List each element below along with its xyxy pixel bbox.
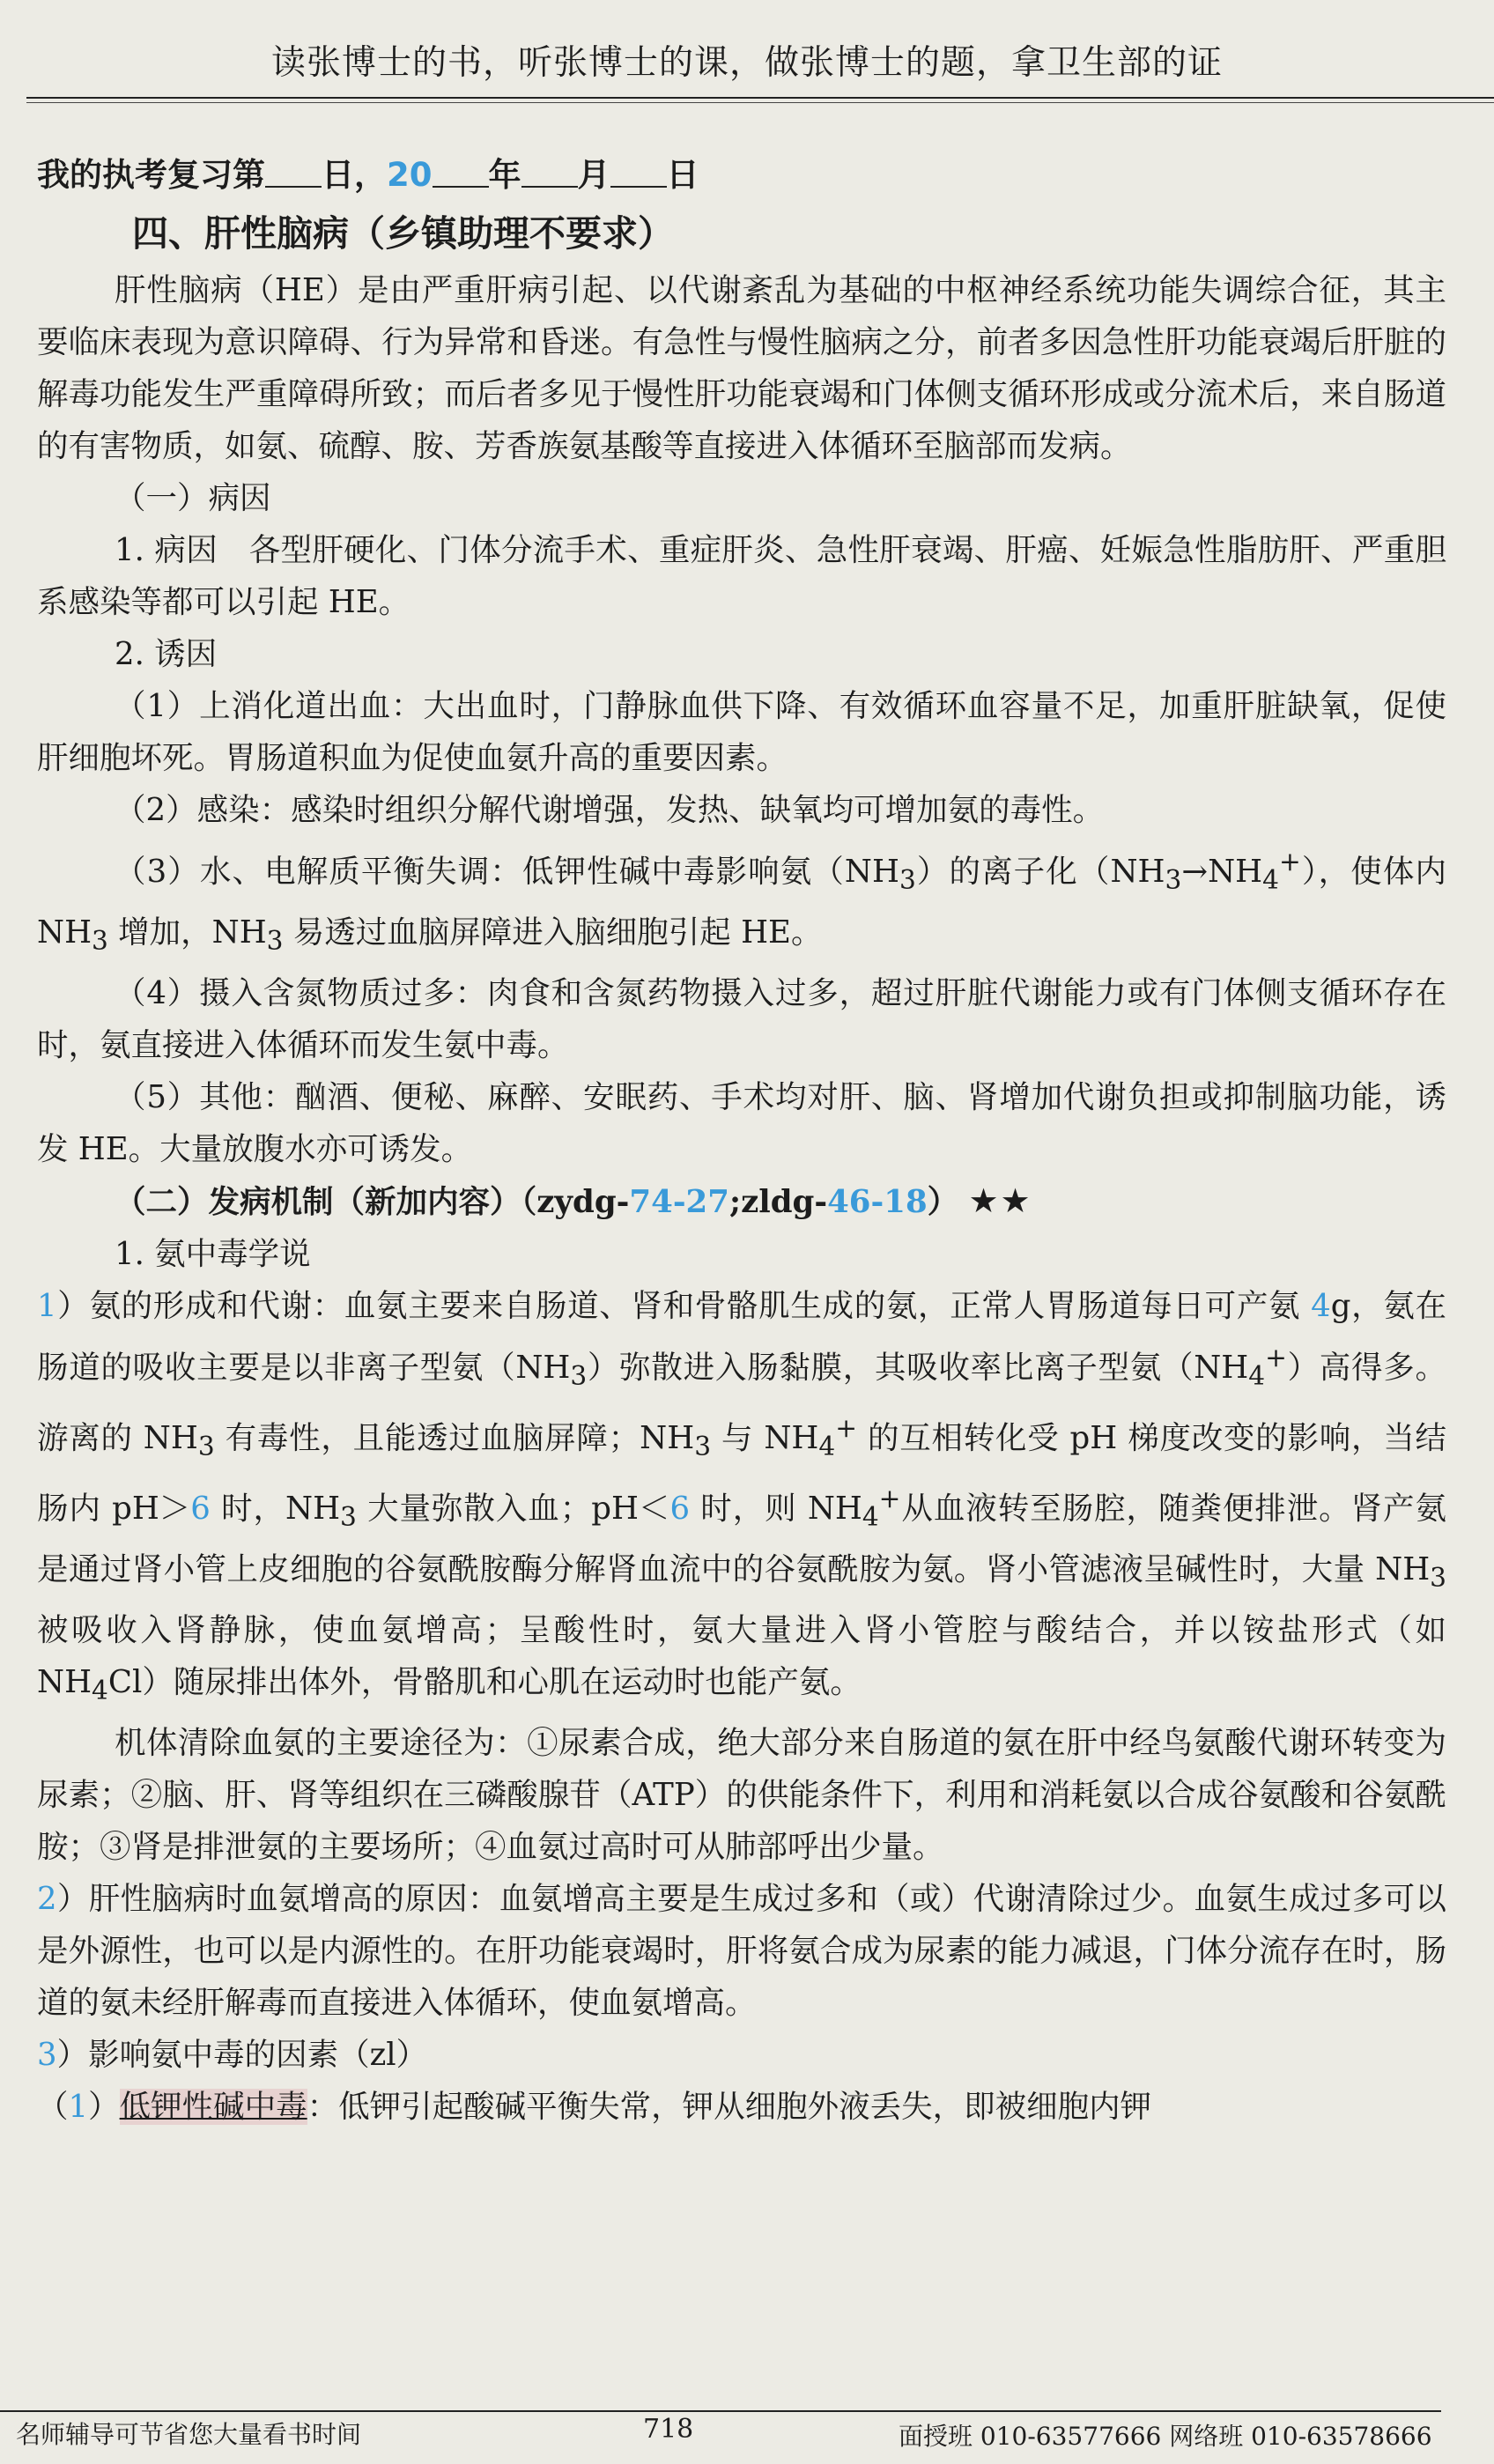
ammonia-factors-heading: 3）影响氨中毒的因素（zl） bbox=[37, 2036, 428, 2073]
running-header: 读张博士的书，听张博士的课，做张博士的题，拿卫生部的证 bbox=[270, 43, 1223, 83]
highlighted-term: 低钾性碱中毒 bbox=[119, 2088, 307, 2125]
header-rule-thin bbox=[26, 102, 1494, 103]
month-label: 月 bbox=[577, 156, 610, 194]
subheading-etiology: （一）病因 bbox=[115, 480, 271, 516]
footer-slogan: 名师辅导可节省您大量看书时间 bbox=[16, 2420, 362, 2449]
year-blank bbox=[433, 159, 489, 188]
month-blank bbox=[521, 159, 578, 188]
trigger-electrolyte: （3）水、电解质平衡失调：低钾性碱中毒影响氨$(NH_3)$的离子化$(NH_3\to NH_4^+)$，使体内 $NH_3$ 增加，$NH_3$ 易透过血脑屏障进入脑细胞引起 HE。 bbox=[37, 847, 1446, 957]
subheading-mechanism: （二）发病机制（新加内容）（zydg-74-27;zldg-46-18） ★★ bbox=[115, 1181, 1032, 1221]
year-prefix: 20 bbox=[387, 156, 433, 194]
date-blank bbox=[610, 159, 667, 188]
header-rule bbox=[26, 97, 1494, 99]
day-blank bbox=[265, 159, 322, 188]
page-number: 718 bbox=[643, 2414, 694, 2445]
etiology-paragraph: 1. 病因 各型肝硬化、门体分流手术、重症肝炎、急性肝衰竭、肝癌、妊娠急性脂肪肝、严重胆系感染等都可以引起 HE。 bbox=[37, 532, 1446, 620]
day-label: 日， bbox=[322, 156, 387, 194]
trigger-other: （5）其他：酗酒、便秘、麻醉、安眠药、手术均对肝、脑、肾增加代谢负担或抑制脑功能，诱发 HE。大量放腹水亦可诱发。 bbox=[37, 1079, 1446, 1168]
importance-stars: ★★ bbox=[968, 1181, 1032, 1221]
trigger-bleeding: （1）上消化道出血：大出血时，门静脉血供下降、有效循环血容量不足，加重肝脏缺氧，促使肝细胞坏死。胃肠道积血为促使血氨升高的重要因素。 bbox=[37, 688, 1446, 776]
year-label: 年 bbox=[488, 156, 521, 194]
intro-paragraph: 肝性脑病（HE）是由严重肝病引起、以代谢紊乱为基础的中枢神经系统功能失调综合征，其主要临床表现为意识障碍、行为异常和昏迷。有急性与慢性脑病之分，前者多因急性肝功能衰竭后肝脏的解毒功能发生严重障碍所致；而后者多见于慢性肝功能衰竭和门体侧支循环形成或分流术后，来自肠道的有害物质，如氨、硫醇、胺、芳香族氨基酸等直接进入体循环至脑部而发病。 bbox=[37, 272, 1446, 464]
ammonia-formation-paragraph: 1）氨的形成和代谢：血氨主要来自肠道、肾和骨骼肌生成的氨，正常人胃肠道每日可产氨 4g，氨在肠道的吸收主要是以非离子型氨$(NH_3)$弥散进入肠黏膜，其吸收率比离子型氨$(NH_4^+)$高得多。游离的 $NH_3$ 有毒性，且能透过血脑屏障；$NH_3$ 与 $NH_4^+$ 的互相转化受 pH 梯度改变的影响，当结肠内 pH＞6 时，$NH_3$ 大量弥散入血；pH＜6 时，则 $NH_4^+$从血液转至肠腔，随粪便排泄。肾产氨是通过肾小管上皮细胞的谷氨酰胺酶分解肾血流中的谷氨酰胺为氨。肾小管滤液呈碱性时，大量 $NH_3$ 被吸收入肾静脉，使血氨增高；呈酸性时，氨大量进入肾小管腔与酸结合，并以铵盐形式（如 $NH_4Cl$）随尿排出体外，骨骼肌和心肌在运动时也能产氨。 bbox=[37, 1288, 1446, 1706]
hypokalemic-alkalosis-paragraph: （1）低钾性碱中毒：低钾引起酸碱平衡失常，钾从细胞外液丢失，即被细胞内钾 bbox=[37, 2088, 1152, 2125]
subheading-ammonia: 1. 氨中毒学说 bbox=[115, 1236, 311, 1273]
subheading-triggers: 2. 诱因 bbox=[115, 636, 218, 672]
trigger-nitrogen: （4）摄入含氮物质过多：肉食和含氮药物摄入过多，超过肝脏代谢能力或有门体侧支循环存在时，氨直接进入体循环而发生氨中毒。 bbox=[37, 975, 1446, 1064]
ammonia-clearance-paragraph: 机体清除血氨的主要途径为：①尿素合成，绝大部分来自肠道的氨在肝中经鸟氨酸代谢环转变为尿素；②脑、肝、肾等组织在三磷酸腺苷（ATP）的供能条件下，利用和消耗氨以合成谷氨酸和谷氨酰胺；③肾是排泄氨的主要场所；④血氨过高时可从肺部呼出少量。 bbox=[37, 1724, 1446, 1865]
date-label: 日 bbox=[666, 156, 699, 194]
hyperammonemia-cause-paragraph: 2）肝性脑病时血氨增高的原因：血氨增高主要是生成过多和（或）代谢清除过少。血氨生成过多可以是外源性，也可以是内源性的。在肝功能衰竭时，肝将氨合成为尿素的能力减退，门体分流存在时，肠道的氨未经肝解毒而直接进入体循环，使血氨增高。 bbox=[37, 1880, 1446, 2021]
study-date-line bbox=[37, 148, 699, 196]
footer-contact: 面授班 010-63577666 网络班 010-63578666 bbox=[899, 2422, 1432, 2451]
date-prefix: 我的执考复习第 bbox=[37, 156, 265, 194]
body-text bbox=[37, 264, 1446, 2133]
trigger-infection: （2）感染：感染时组织分解代谢增强，发热、缺氧均可增加氨的毒性。 bbox=[115, 792, 1105, 828]
footer-rule bbox=[0, 2410, 1441, 2412]
section-title: 四、肝性脑病（乡镇助理不要求） bbox=[132, 212, 674, 255]
